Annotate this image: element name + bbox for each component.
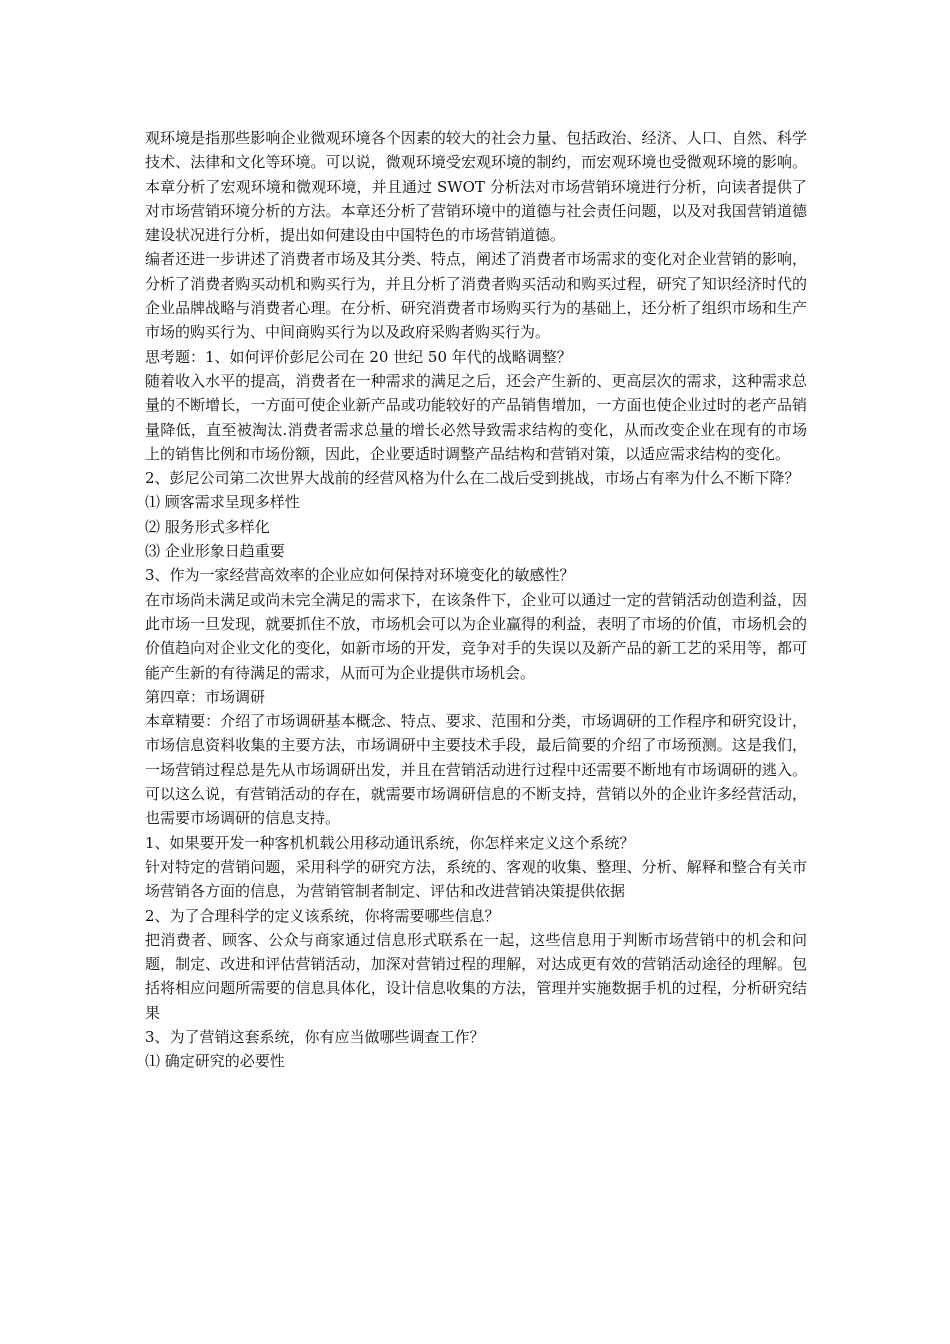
answer-1: 随着收入水平的提高，消费者在一种需求的满足之后，还会产生新的、更高层次的需求，这种需求总量的不断增长，一方面可使企业新产品或功能较好的产品销售增加，一方面也使企业过时的老产品销量降低，直至被淘汰.消费者需求总量的增长必然导致需求结构的变化，从而改变企业在现有的市场上的销售比例和市场份额，因此，企业要适时调整产品结构和营销对策，以适应需求结构的变化。	[145, 371, 807, 463]
answer-2-item-3: ⑶ 企业形象日趋重要	[145, 542, 285, 561]
chapter-heading: 第四章：市场调研	[145, 687, 266, 706]
document-body	[145, 126, 807, 1074]
chapter-answer-3-item-1: ⑴ 确定研究的必要性	[145, 1052, 285, 1071]
answer-3: 在市场尚未满足或尚未完全满足的需求下，在该条件下，企业可以通过一定的营销活动创造利益，因此市场一旦发现，就要抓住不放，市场机会可以为企业赢得的利益，表明了市场的价值，市场机会的价值趋向对企业文化的变化，如新市场的开发，竞争对手的失误以及新产品的新工艺的采用等，都可能产生新的有待满足的需求，从而可为企业提供市场机会。	[145, 590, 807, 682]
chapter-summary: 本章精要：介绍了市场调研基本概念、特点、要求、范围和分类，市场调研的工作程序和研究设计，市场信息资料收集的主要方法，市场调研中主要技术手段，最后简要的介绍了市场预测。这是我们，一场营销过程总是先从市场调研出发，并且在营销活动进行过程中还需要不断地有市场调研的逃入。可以这么说，有营销活动的存在，就需要市场调研信息的不断支持，营销以外的企业许多经营活动，也需要市场调研的信息支持。	[145, 712, 807, 828]
question-3: 3、作为一家经营高效率的企业应如何保持对环境变化的敏感性？	[145, 566, 575, 585]
chapter-answer-2: 把消费者、顾客、公众与商家通过信息形式联系在一起，这些信息用于判断市场营销中的机会和问题，制定、改进和评估营销活动，加深对营销过程的理解，对达成更有效的营销活动途径的理解。包括将相应问题所需要的信息具体化，设计信息收集的方法，管理并实施数据手机的过程，分析研究结果	[145, 930, 807, 1022]
paragraph-macro-environment: 观环境是指那些影响企业微观环境各个因素的较大的社会力量、包括政治、经济、人口、自然、科学技术、法律和文化等环境。可以说，微观环境受宏观环境的制约，而宏观环境也受微观环境的影响。本章分析了宏观环境和微观环境，并且通过 SWOT 分析法对市场营销环境进行分析，向读者提供了对市场营销环境分析的方法。本章还分析了营销环境中的道德与社会责任问题，以及对我国营销道德建设状况进行分析，提出如何建设由中国特色的市场营销道德。	[145, 129, 807, 245]
chapter-answer-1: 针对特定的营销问题，采用科学的研究方法，系统的、客观的收集、整理、分析、解释和整合有关市场营销各方面的信息，为营销管制者制定、评估和改进营销决策提供依据	[145, 857, 807, 901]
chapter-question-1: 1、如果要开发一种客机机载公用移动通讯系统，你怎样来定义这个系统？	[145, 833, 635, 852]
paragraph-consumer-market: 编者还进一步讲述了消费者市场及其分类、特点，阐述了消费者市场需求的变化对企业营销的影响，分析了消费者购买动机和购买行为，并且分析了消费者购买活动和购买过程，研究了知识经济时代的企业品牌战略与消费者心理。在分析、研究消费者市场购买行为的基础上，还分析了组织市场和生产市场的购买行为、中间商购买行为以及政府采购者购买行为。	[145, 250, 807, 342]
answer-2-item-1: ⑴ 顾客需求呈现多样性	[145, 493, 300, 512]
question-1: 思考题：1、如何评价彭尼公司在 20 世纪 50 年代的战略调整？	[145, 347, 572, 366]
question-2: 2、彭尼公司第二次世界大战前的经营风格为什么在二战后受到挑战，市场占有率为什么不断下降？	[145, 469, 800, 488]
chapter-question-2: 2、为了合理科学的定义该系统，你将需要哪些信息？	[145, 906, 500, 925]
answer-2-item-2: ⑵ 服务形式多样化	[145, 517, 270, 536]
chapter-question-3: 3、为了营销这套系统，你有应当做哪些调查工作？	[145, 1027, 485, 1046]
